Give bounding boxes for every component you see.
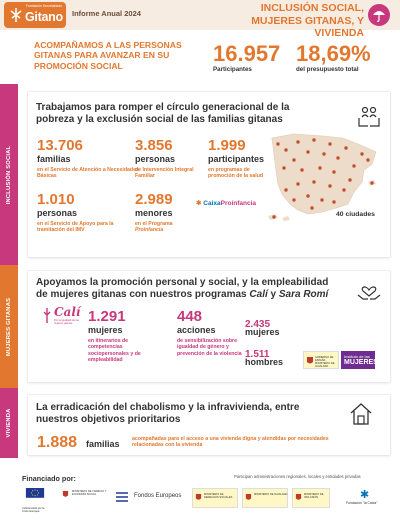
umbrella-icon <box>368 4 390 26</box>
participants-value: 16.957 <box>213 41 281 66</box>
side-label-vivienda: VIVIENDA <box>6 408 12 438</box>
gobierno-espana-logo <box>303 351 339 369</box>
stat-mujeres-label: mujeres <box>88 325 123 335</box>
side-label-mujeres: MUJERES GITANAS <box>6 297 12 356</box>
cali-logo[interactable] <box>40 303 92 329</box>
mujeres-title-a: Apoyamos la promoción personal y social, y la empleabilidad de mujeres gitanas con nuestros programas <box>36 277 329 300</box>
la-caixa-star-icon: ✱ <box>360 489 370 501</box>
panel-mujeres <box>28 271 390 382</box>
stat-menores-value: 2.989 <box>135 191 173 208</box>
header <box>0 0 400 39</box>
ministry-igualdad-label: MINISTERIO DE IGUALDAD <box>254 493 288 496</box>
stat-participantes-label: participantes <box>208 154 265 164</box>
stat-menores-desc-em: Proinfancia <box>135 227 164 234</box>
ministry-igualdad-logo[interactable] <box>242 488 288 508</box>
side-tab-inclusion <box>0 84 18 265</box>
summary-headline: ACOMPAÑAMOS A LAS PERSONAS GITANAS PARA AVANZAR EN SU PROMOCIÓN SOCIAL <box>34 40 182 71</box>
mujeres-title-cali: Calí <box>249 289 268 300</box>
stat-mujeres-desc: en itinerarios de competencias sociopersonales y de empleabilidad <box>88 338 141 363</box>
stat-families-desc: en el Servicio de Atención a Necesidades Básicas <box>37 167 139 180</box>
stat-menores-label: menores <box>135 208 173 218</box>
fsg-logo[interactable] <box>4 2 66 28</box>
stat-participantes-value: 1.999 <box>208 137 246 154</box>
stat-men-value: 1.511 <box>245 349 270 360</box>
budget-value: 18,69% <box>296 41 371 66</box>
fundacion-la-caixa-text: Fundación "la Caixa" <box>346 501 378 505</box>
mujeres-title <box>36 277 336 301</box>
panel-vivienda <box>28 395 390 455</box>
logo-main-text: Gitano <box>25 10 63 24</box>
ministry-inclusion-logo[interactable] <box>292 488 330 508</box>
gobierno-espana-text: GOBIERNO DE ESPAÑA MINISTERIO DE IGUALDAD <box>315 356 335 368</box>
stat-imv-label: personas <box>37 208 78 218</box>
heart-hands-icon <box>356 279 382 305</box>
page-title: INCLUSIÓN SOCIAL, MUJERES GITANAS, Y VIVIENDA <box>251 2 364 39</box>
participants-label: Participantes <box>213 66 252 73</box>
stat-women-value: 2.435 <box>245 319 271 330</box>
ministry-inclusion-label: MINISTERIO DE INCLUSIÓN <box>304 493 324 499</box>
ministry2-shield-icon <box>195 493 202 502</box>
caixa-star-icon: ✱ <box>196 200 202 207</box>
stat-mujeres-value: 1.291 <box>88 308 126 325</box>
stat-acciones-label: acciones <box>177 325 216 335</box>
ministry-trabajo-logo[interactable] <box>62 488 110 508</box>
spain-map <box>264 124 384 224</box>
ministry-derechos-label: MINISTERIO DE DERECHOS SOCIALES <box>204 493 233 499</box>
stat-menores-desc <box>135 221 195 234</box>
fsg-logo-mark-icon <box>9 7 23 23</box>
stat-imv-desc: en el Servicio de Apoyo para la tramitación del IMV <box>37 221 114 234</box>
logo-top-text: Fundación Secretariado <box>26 4 63 8</box>
mujeres-title-mid: y <box>267 289 279 300</box>
instituto-mujeres-logo <box>341 351 378 369</box>
vivienda-title: La erradicación del chabolismo y la infravivienda, entre nuestros objetivos prioritarios <box>36 402 300 425</box>
cali-logo-sub: Por la igualdad de las mujeres gitanas <box>54 319 79 325</box>
ministry4-shield-icon <box>295 493 302 502</box>
participants-note: Participan administraciones regionales, locales y entidades privadas <box>234 474 361 479</box>
eu-flag-icon <box>22 488 48 502</box>
stat-participantes-desc: en programas de promoción de la salud <box>208 167 264 180</box>
vivienda-label: familias <box>86 439 120 449</box>
stat-menores-desc-pre: en el Programa <box>135 221 173 227</box>
vivienda-desc: acompañadas para el acceso a una vivienda digna y atendidas por necesidades relacionadas con la vivienda <box>132 436 329 449</box>
ministry-derechos-logo[interactable] <box>192 488 238 508</box>
stat-personas-desc: de Intervención Integral Familiar <box>135 167 194 180</box>
instituto-mujeres-line2: MUJERES <box>344 359 378 366</box>
cali-logo-word: Calí <box>54 305 81 319</box>
igualdad-logos[interactable] <box>303 351 378 369</box>
proinfancia-logo-text: Proinfancia <box>220 200 257 207</box>
side-label-inclusion: INCLUSIÓN SOCIAL <box>6 145 12 204</box>
caixa-proinfancia-logo[interactable] <box>196 199 260 211</box>
instituto-mujeres-line1: Instituto de las <box>344 354 370 359</box>
budget-label: del presupuesto total <box>296 66 359 73</box>
vivienda-value: 1.888 <box>37 434 78 451</box>
stat-imv-value: 1.010 <box>37 191 75 208</box>
side-tab-vivienda <box>0 388 18 458</box>
cities-count: 40 ciudades <box>336 211 375 218</box>
ministry-shield-icon <box>62 490 69 499</box>
side-tab-mujeres <box>0 265 18 388</box>
report-label: Informe Anual 2024 <box>72 9 141 18</box>
eu-logo[interactable] <box>22 488 48 513</box>
fundacion-la-caixa-logo[interactable] <box>346 488 390 508</box>
fondos-europeos-logo[interactable] <box>114 488 186 508</box>
stat-acciones-value: 448 <box>177 308 203 325</box>
ministry3-shield-icon <box>245 493 252 502</box>
canarias-shape <box>268 214 290 221</box>
stat-personas-value: 3.856 <box>135 137 173 154</box>
stat-women-label: mujeres <box>245 327 280 337</box>
stat-acciones-desc: de sensibilización sobre igualdad de género y prevención de la violencia <box>177 338 242 357</box>
caixa-logo-text: Caixa <box>203 200 221 207</box>
financed-label: Financiado por: <box>22 474 76 483</box>
stat-personas-label: personas <box>135 154 176 164</box>
mujeres-title-sara: Sara Romí <box>278 289 329 300</box>
fondos-europeos-icon <box>114 490 130 504</box>
cali-mark-icon <box>42 306 52 324</box>
spain-shield-icon <box>306 356 314 366</box>
stat-families-value: 13.706 <box>37 137 83 154</box>
inclusion-title: Trabajamos para romper el círculo generacional de la pobreza y la exclusión social de las familias gitanas <box>36 102 290 125</box>
stat-families-label: familias <box>37 154 71 164</box>
fondos-europeos-text: Fondos Europeos <box>134 493 182 499</box>
stat-men-label: hombres <box>245 357 284 367</box>
eu-logo-label: Cofinanciado por la Unión Europea <box>22 507 45 513</box>
spain-map-shape <box>272 134 376 214</box>
panel-inclusion <box>28 92 390 257</box>
house-icon <box>348 401 374 427</box>
ministry-trabajo-label: MINISTERIO DE TRABAJO Y ECONOMÍA SOCIAL <box>72 490 107 496</box>
